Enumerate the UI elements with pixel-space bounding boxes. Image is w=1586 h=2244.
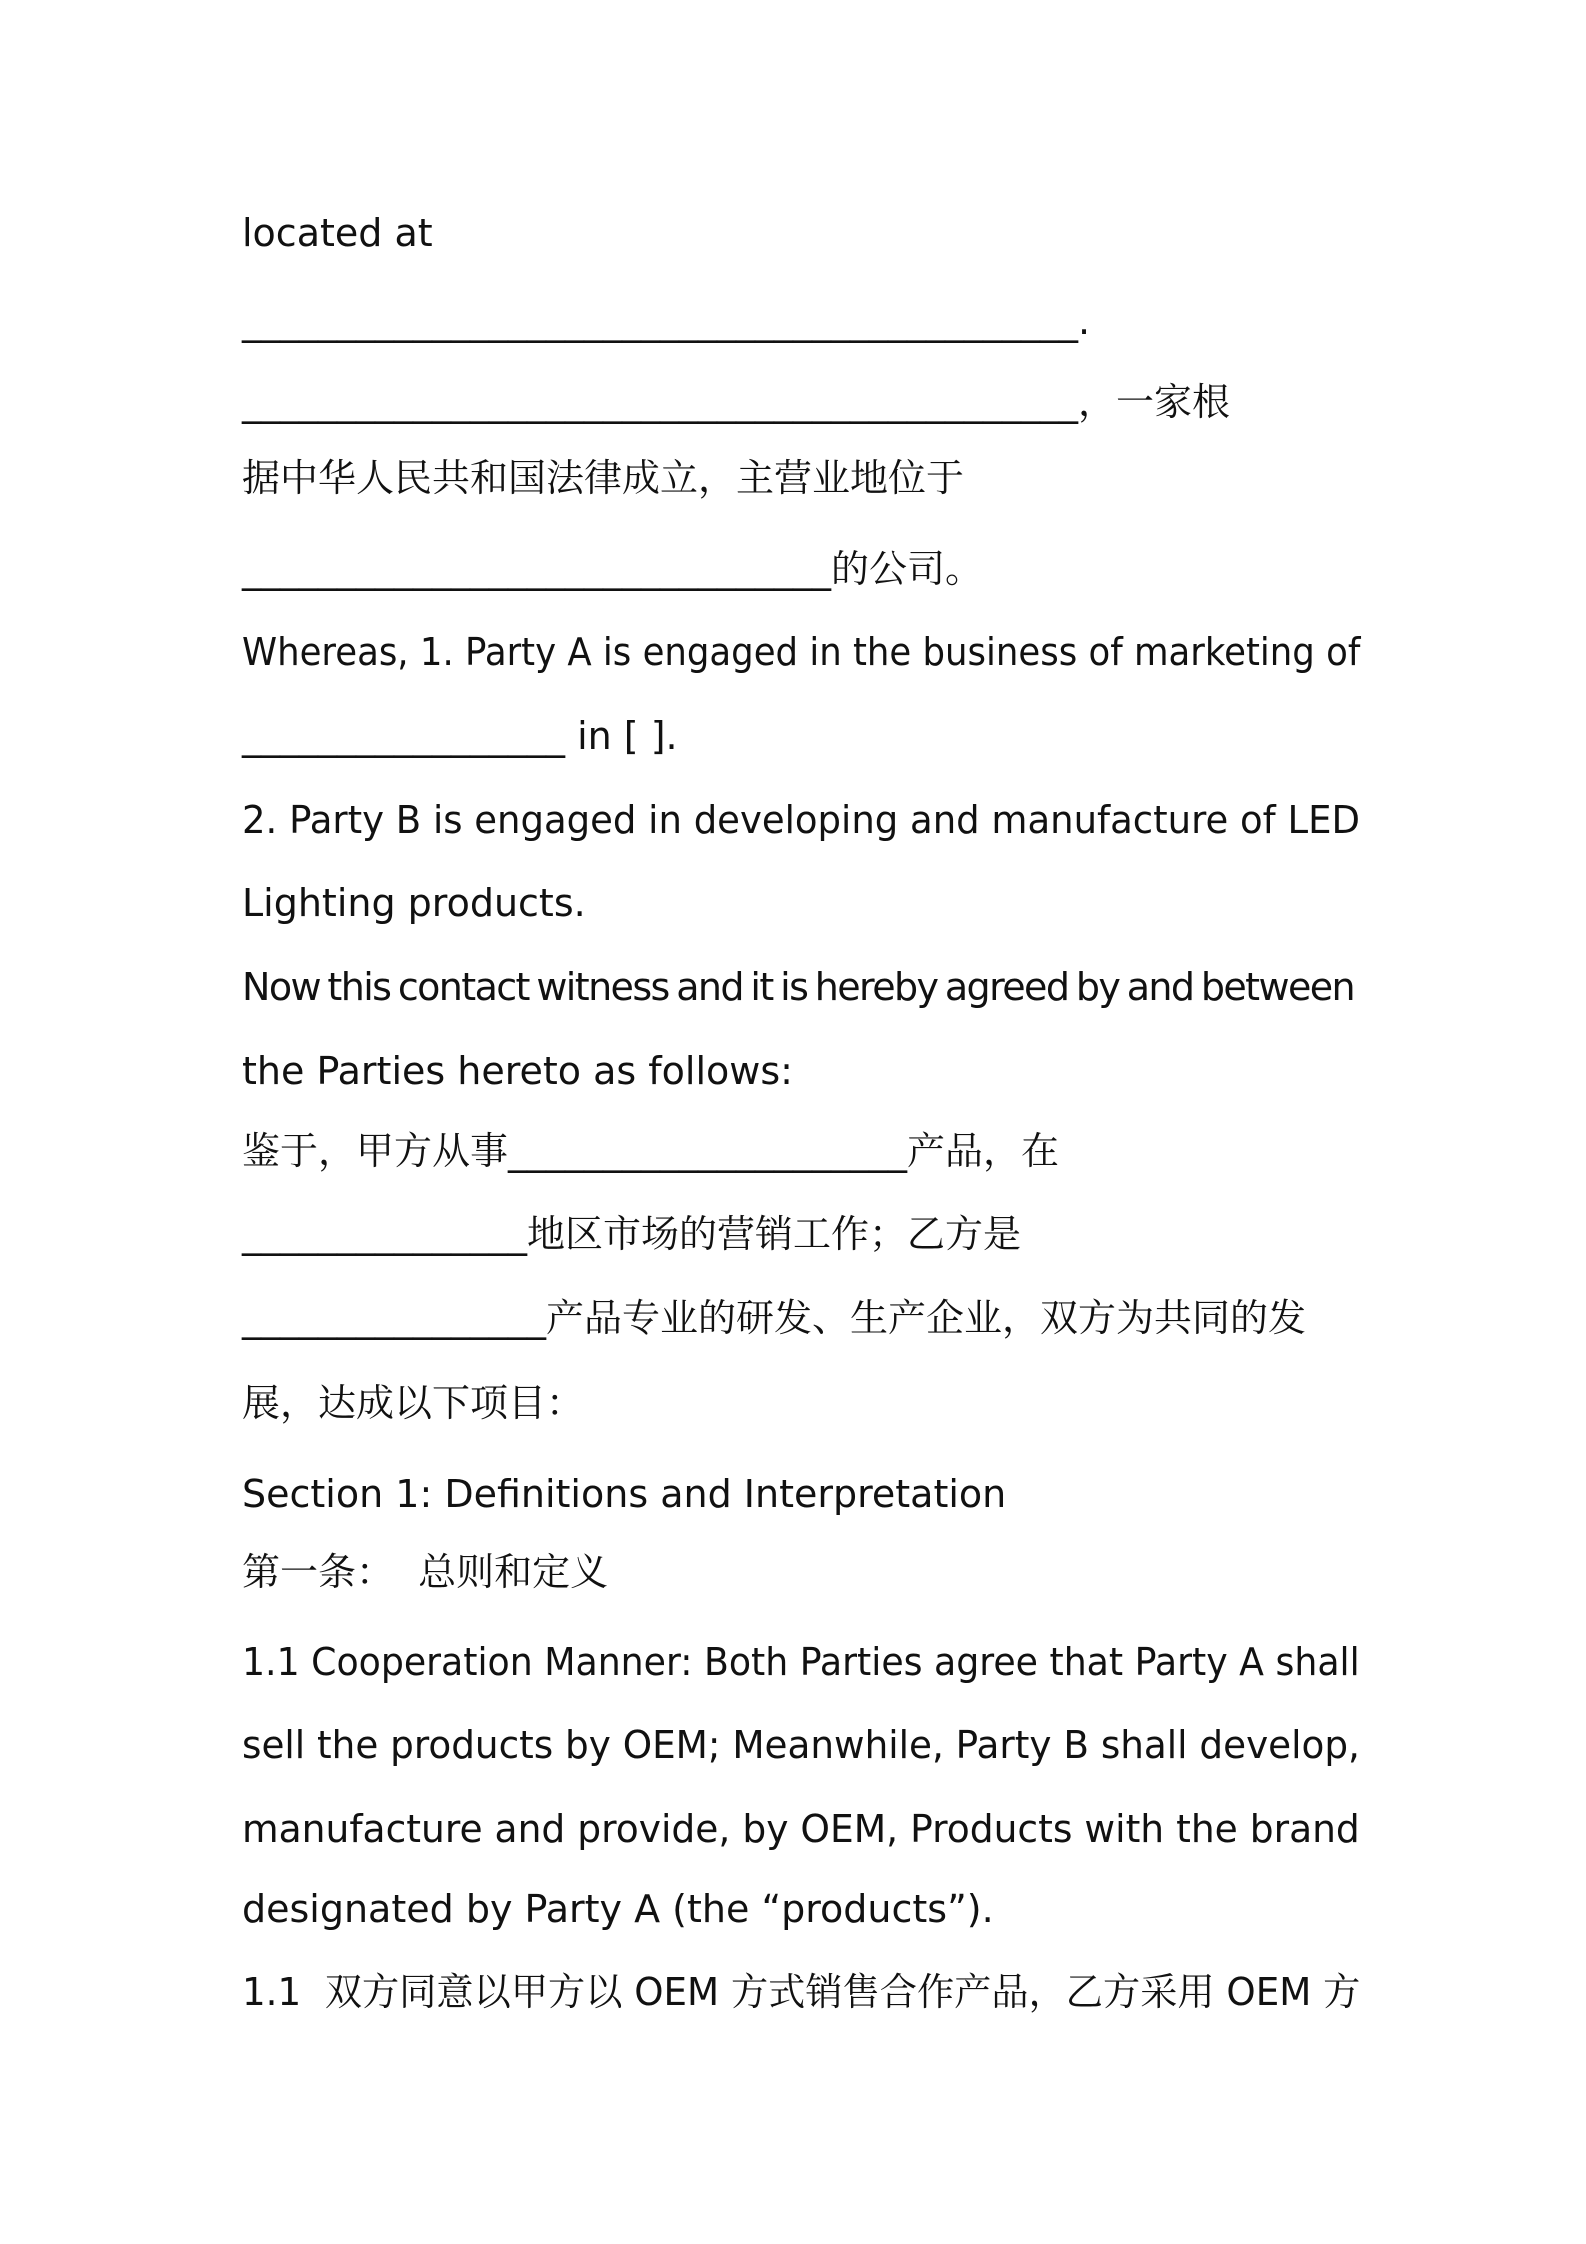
text-line: 鉴于，甲方从事_____________________产品，在: [242, 1129, 1060, 1173]
text-line: _______________地区市场的营销工作；乙方是: [242, 1212, 1022, 1256]
section-heading: Section 1: Definitions and Interpretation: [242, 1472, 1007, 1516]
text-line: _______________________________的公司。: [242, 547, 984, 591]
text-line: ________________产品专业的研发、生产企业，双方为共同的发: [242, 1296, 1307, 1340]
text-line: 1.1 Cooperation Manner: Both Parties agree that Party A shall: [242, 1640, 1360, 1684]
text-line: manufacture and provide, by OEM, Products with the brand: [242, 1807, 1360, 1851]
text-line: sell the products by OEM; Meanwhile, Party B shall develop,: [242, 1723, 1360, 1767]
text-line: 2. Party B is engaged in developing and manufacture of LED: [242, 798, 1360, 842]
text-line: located at: [242, 211, 433, 255]
text-line: _________________ in [ ].: [242, 714, 678, 758]
text-line: 1.1 双方同意以甲方以 OEM 方式销售合作产品，乙方采用 OEM 方: [242, 1970, 1361, 2014]
blank-line: ____________________________________________.: [242, 299, 1091, 343]
text-line: the Parties hereto as follows:: [242, 1049, 793, 1093]
text-line: Now this contact witness and it is hereby agreed by and between: [242, 965, 1354, 1009]
text-line: Whereas, 1. Party A is engaged in the business of marketing of: [242, 630, 1361, 674]
text-line: 据中华人民共和国法律成立，主营业地位于: [242, 456, 965, 500]
text-line: Lighting products.: [242, 881, 586, 925]
text-line: ____________________________________________，一家根: [242, 380, 1231, 424]
text-line: 展，达成以下项目：: [242, 1381, 585, 1425]
section-heading: 第一条： 总则和定义: [242, 1550, 609, 1594]
text-line: designated by Party A (the “products”).: [242, 1887, 994, 1931]
